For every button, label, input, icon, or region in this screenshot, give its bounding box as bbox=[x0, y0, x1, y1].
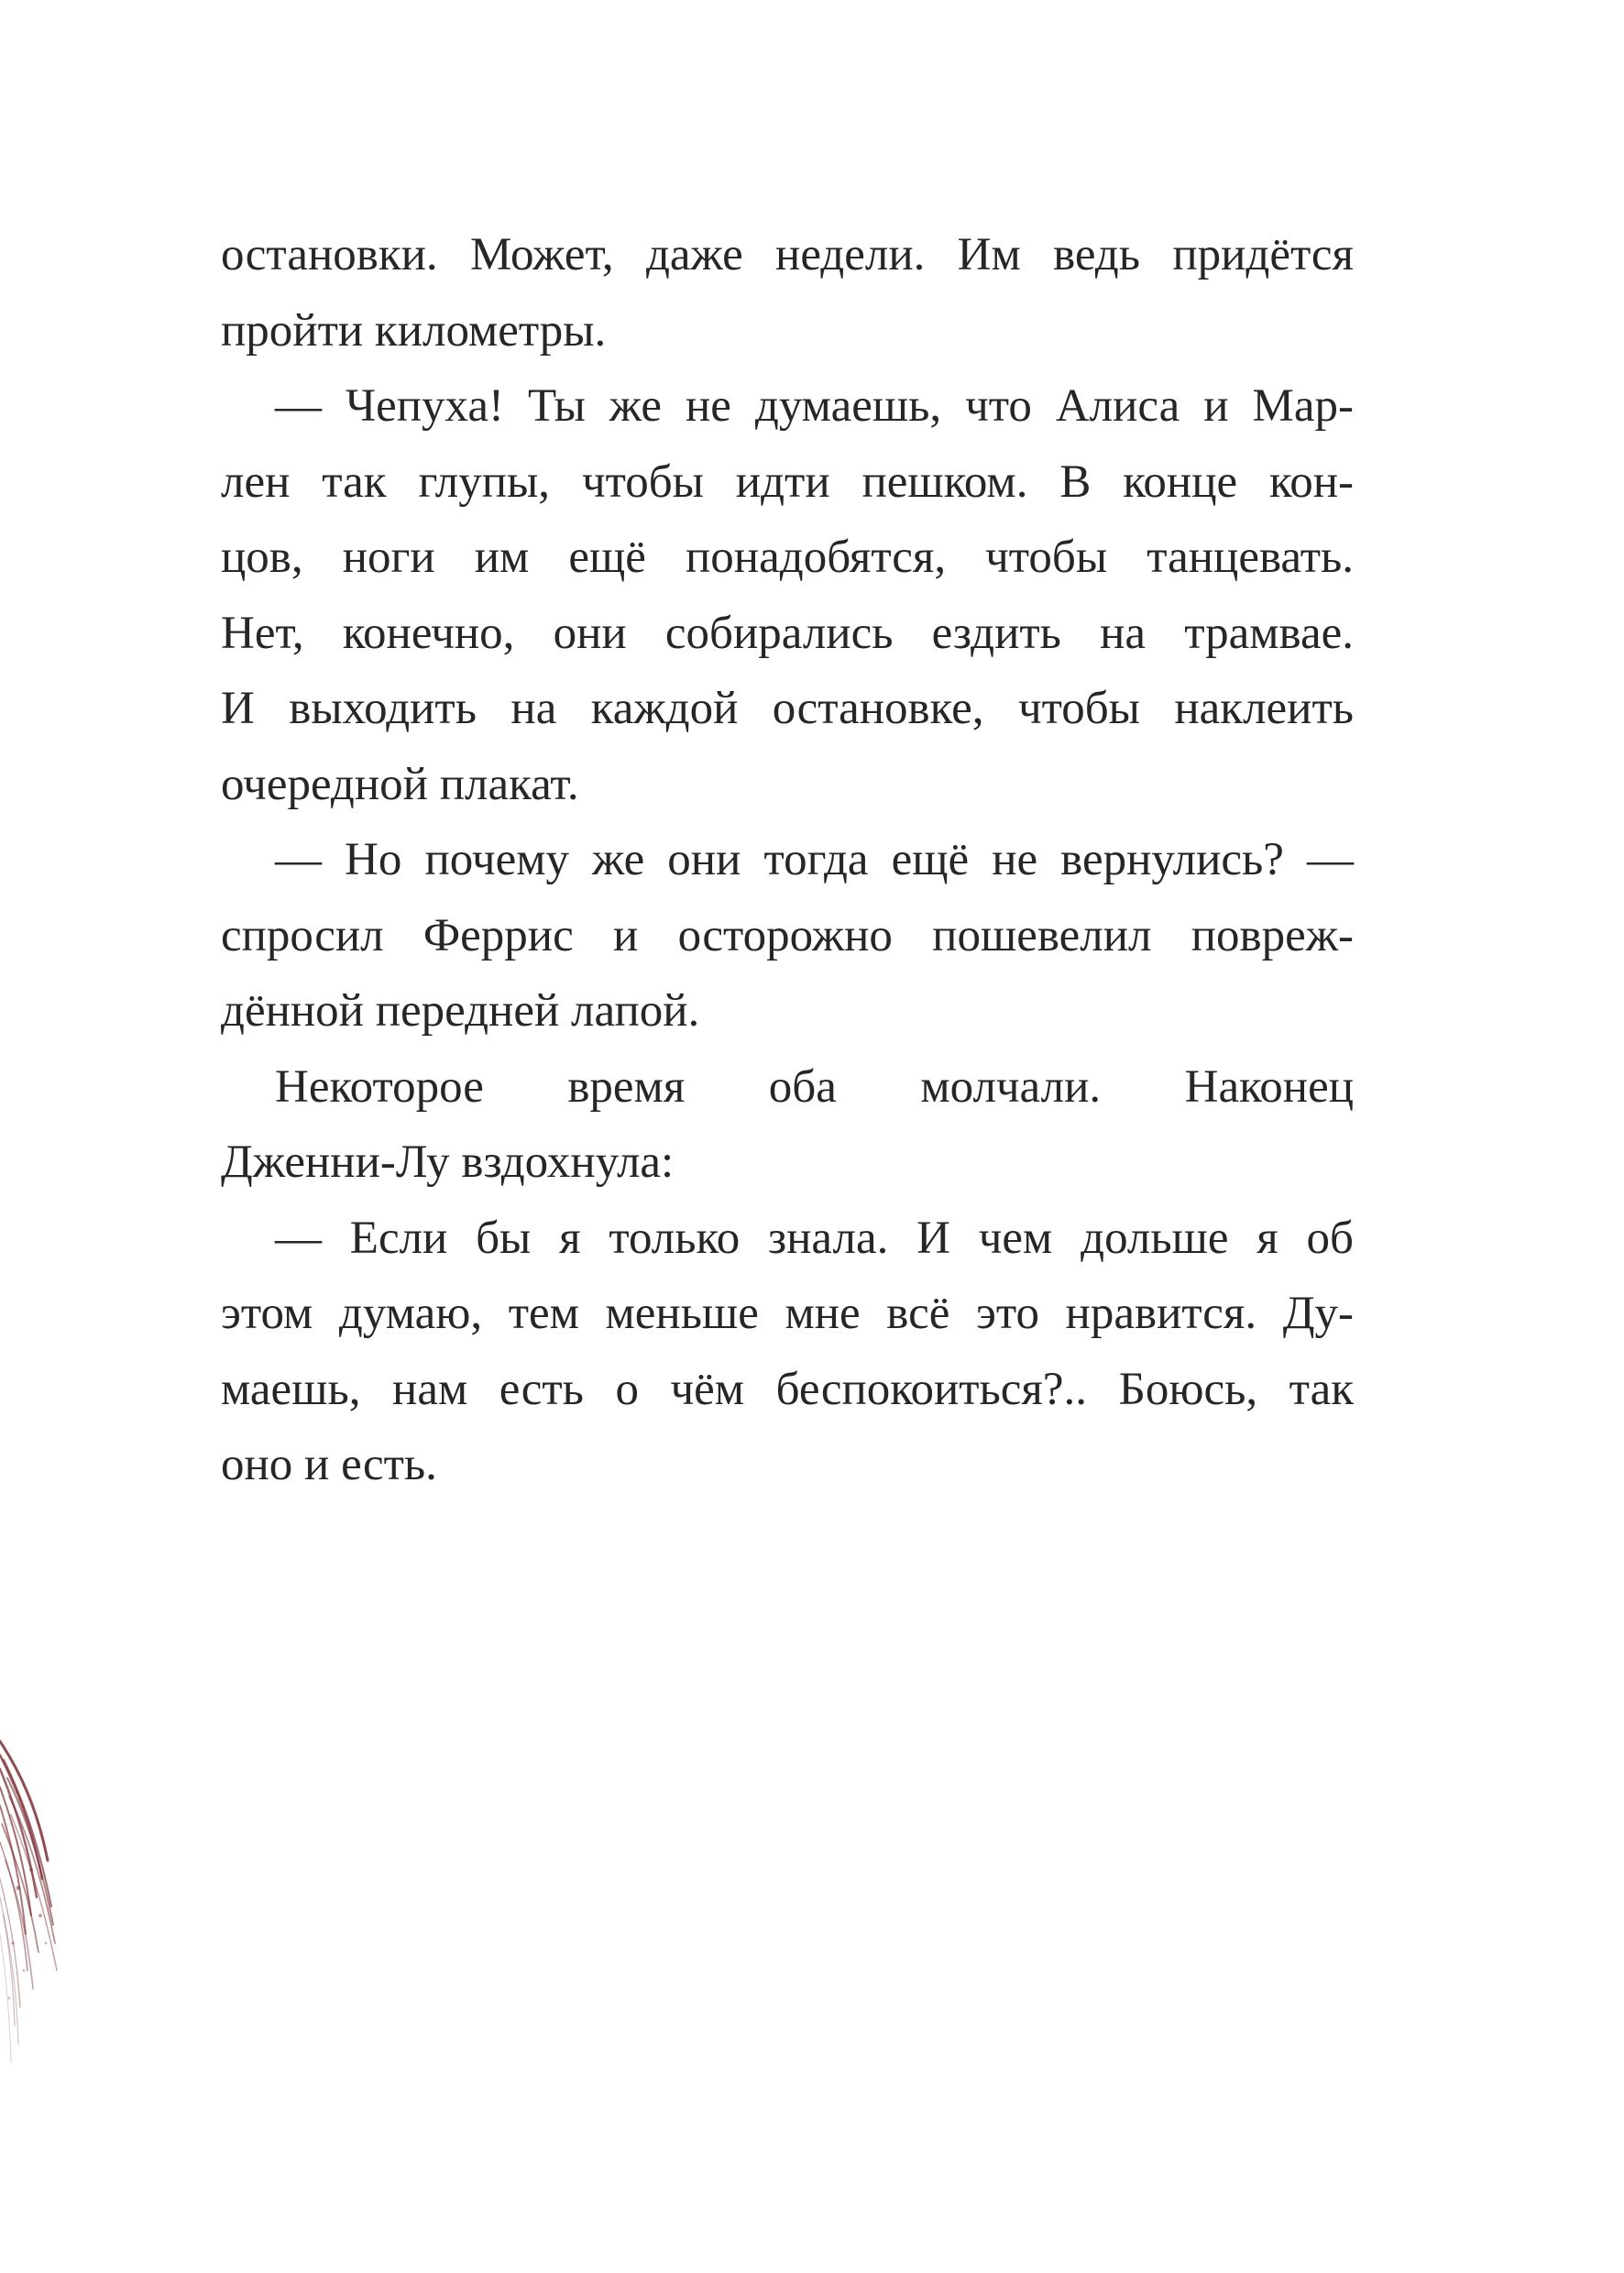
text-line: — Если бы я только знала. И чем дольше я об bbox=[275, 1212, 1354, 1264]
text-line: остановки. Может, даже недели. Им ведь придётся bbox=[221, 229, 1354, 280]
text-line: Дженни-Лу вздохнула: bbox=[221, 1136, 675, 1188]
text-line: И выходить на каждой остановке, чтобы наклеить bbox=[221, 683, 1354, 734]
text-line: спросил Феррис и осторожно пошевелил повреж- bbox=[221, 909, 1354, 961]
text-line: очередной плакат. bbox=[221, 758, 579, 810]
text-line: Некоторое время оба молчали. Наконец bbox=[275, 1060, 1354, 1113]
paragraph bbox=[221, 217, 1354, 368]
text-line: дённой передней лапой. bbox=[221, 985, 700, 1037]
text-line: пройти километры. bbox=[221, 304, 607, 357]
body-text bbox=[221, 217, 1354, 1503]
text-line: оно и есть. bbox=[221, 1439, 437, 1490]
paragraph bbox=[221, 1201, 1354, 1503]
paragraph bbox=[221, 368, 1354, 822]
feather-illustration bbox=[0, 1705, 73, 2126]
text-line: — Но почему же они тогда ещё не вернулись? — bbox=[275, 834, 1354, 885]
text-line: этом думаю, тем меньше мне всё это нравится. Ду- bbox=[221, 1288, 1354, 1339]
paragraph bbox=[221, 1049, 1354, 1201]
text-line: цов, ноги им ещё понадобятся, чтобы танцевать. bbox=[221, 532, 1354, 583]
text-line: лен так глупы, чтобы идти пешком. В конце кон- bbox=[221, 456, 1354, 508]
feather-strokes bbox=[0, 1741, 57, 2062]
text-line: — Чепуха! Ты же не думаешь, что Алиса и Мар- bbox=[275, 380, 1354, 432]
text-line: маешь, нам есть о чём беспокоиться?.. Боюсь, так bbox=[221, 1363, 1354, 1415]
text-line: Нет, конечно, они собирались ездить на трамвае. bbox=[221, 607, 1354, 659]
paragraph bbox=[221, 822, 1354, 1049]
